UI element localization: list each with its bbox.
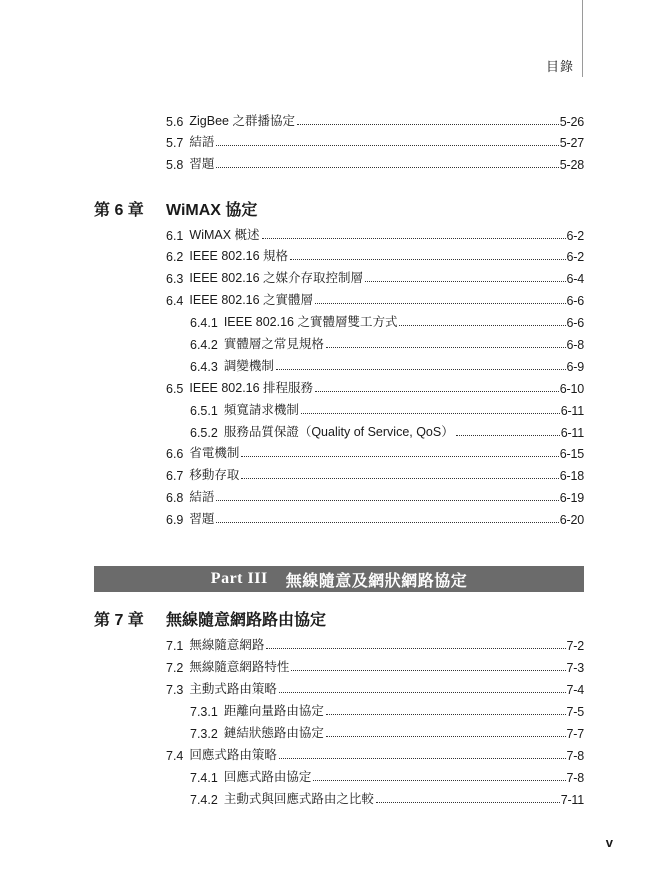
entry-page: 7-7 — [566, 727, 584, 741]
entry-page: 7-3 — [566, 661, 584, 675]
entry-title: 鏈結狀態路由協定 — [223, 726, 324, 740]
dot-leader — [291, 670, 565, 671]
entry-number: 6.6 — [166, 447, 184, 461]
entry-page: 6-15 — [559, 447, 584, 461]
entry-number: 6.5 — [166, 382, 184, 396]
entry-page: 6-6 — [566, 316, 584, 330]
dot-leader — [301, 413, 560, 414]
toc-entry[interactable] — [166, 111, 584, 129]
entry-number: 7.3 — [166, 683, 184, 697]
toc-entry[interactable] — [166, 225, 584, 243]
dot-leader — [262, 238, 566, 239]
entry-title: IEEE 802.16 之媒介存取控制層 — [189, 271, 364, 285]
entry-page: 6-11 — [560, 404, 584, 418]
entry-title: ZigBee 之群播協定 — [189, 114, 295, 128]
toc-subentry[interactable] — [190, 312, 584, 330]
dot-leader — [313, 780, 565, 781]
entry-number: 6.4 — [166, 294, 184, 308]
dot-leader — [241, 478, 558, 479]
toc-entry[interactable] — [166, 465, 584, 483]
entry-title: 調變機制 — [223, 359, 274, 373]
part-banner — [94, 566, 584, 592]
entry-number: 6.5.2 — [190, 426, 218, 440]
toc-entry[interactable] — [166, 246, 584, 264]
entry-title: 距離向量路由協定 — [223, 704, 324, 718]
entry-page: 6-6 — [566, 294, 584, 308]
chapter-heading[interactable] — [94, 197, 257, 219]
entry-title: 實體層之常見規格 — [223, 337, 324, 351]
entry-page: 7-8 — [566, 771, 584, 785]
entry-title: 主動式與回應式路由之比較 — [223, 792, 374, 806]
toc-entry[interactable] — [166, 132, 584, 150]
dot-leader — [315, 391, 559, 392]
entry-page: 6-10 — [559, 382, 584, 396]
toc-subentry[interactable] — [190, 422, 584, 440]
dot-leader — [365, 281, 565, 282]
toc-subentry[interactable] — [190, 701, 584, 719]
entry-title: 無線隨意網路特性 — [189, 660, 290, 674]
entry-page: 5-28 — [559, 158, 584, 172]
entry-title: 結語 — [189, 490, 215, 504]
entry-title: 結語 — [189, 135, 215, 149]
entry-page: 5-26 — [559, 115, 584, 129]
entry-number: 6.4.1 — [190, 316, 218, 330]
entry-number: 7.2 — [166, 661, 184, 675]
dot-leader — [326, 714, 566, 715]
entry-page: 6-9 — [566, 360, 584, 374]
dot-leader — [297, 124, 559, 125]
entry-number: 6.9 — [166, 513, 184, 527]
entry-title: 回應式路由策略 — [189, 748, 277, 762]
entry-page: 6-8 — [566, 338, 584, 352]
entry-number: 7.4.1 — [190, 771, 218, 785]
entry-page: 7-5 — [566, 705, 584, 719]
dot-leader — [216, 145, 558, 146]
entry-number: 6.5.1 — [190, 404, 218, 418]
entry-title: WiMAX 概述 — [189, 228, 260, 242]
entry-page: 7-8 — [566, 749, 584, 763]
entry-page: 6-2 — [566, 229, 584, 243]
toc-entry[interactable] — [166, 268, 584, 286]
entry-title: 頻寬請求機制 — [223, 403, 299, 417]
entry-title: 習題 — [189, 157, 215, 171]
toc-entry[interactable] — [166, 657, 584, 675]
dot-leader — [279, 692, 566, 693]
entry-page: 6-18 — [559, 469, 584, 483]
chapter-number: 第 6 章 — [94, 201, 144, 219]
entry-page: 6-11 — [560, 426, 584, 440]
chapter-title: WiMAX 協定 — [166, 201, 258, 219]
entry-title: IEEE 802.16 排程服務 — [189, 381, 314, 395]
entry-title: 無線隨意網路 — [189, 638, 265, 652]
toc-entry[interactable] — [166, 745, 584, 763]
entry-title: IEEE 802.16 之實體層 — [189, 293, 314, 307]
entry-number: 7.3.2 — [190, 727, 218, 741]
entry-title: 回應式路由協定 — [223, 770, 312, 784]
dot-leader — [279, 758, 566, 759]
entry-page: 6-4 — [566, 272, 584, 286]
toc-subentry[interactable] — [190, 789, 584, 807]
entry-title: 服務品質保證（Quality of Service, QoS） — [223, 425, 454, 439]
dot-leader — [376, 802, 560, 803]
dot-leader — [266, 648, 565, 649]
dot-leader — [326, 347, 566, 348]
entry-title: 移動存取 — [189, 468, 240, 482]
entry-number: 6.8 — [166, 491, 184, 505]
toc-entry[interactable] — [166, 154, 584, 172]
entry-number: 6.2 — [166, 250, 184, 264]
toc-entry[interactable] — [166, 635, 584, 653]
entry-title: 省電機制 — [189, 446, 240, 460]
entry-page: 6-19 — [559, 491, 584, 505]
dot-leader — [326, 736, 566, 737]
header-rule — [582, 0, 583, 77]
entry-number: 5.8 — [166, 158, 184, 172]
entry-page: 7-2 — [566, 639, 584, 653]
entry-number: 7.4.2 — [190, 793, 218, 807]
entry-number: 6.3 — [166, 272, 184, 286]
chapter-title: 無線隨意網路路由協定 — [166, 611, 327, 629]
part-title: 無線隨意及網狀網路協定 — [285, 572, 468, 590]
entry-number: 6.1 — [166, 229, 184, 243]
running-header: 目錄 — [545, 59, 574, 74]
entry-page: 5-27 — [559, 136, 584, 150]
entry-number: 6.7 — [166, 469, 184, 483]
entry-title: 主動式路由策略 — [189, 682, 277, 696]
entry-number: 6.4.2 — [190, 338, 218, 352]
entry-title: IEEE 802.16 規格 — [189, 249, 289, 263]
toc-subentry[interactable] — [190, 356, 584, 374]
dot-leader — [276, 369, 566, 370]
entry-number: 6.4.3 — [190, 360, 218, 374]
dot-leader — [216, 522, 558, 523]
part-label: Part III — [210, 570, 268, 587]
entry-title: IEEE 802.16 之實體層雙工方式 — [223, 315, 398, 329]
toc-subentry[interactable] — [190, 400, 584, 418]
chapter-heading[interactable] — [94, 607, 326, 629]
dot-leader — [241, 456, 558, 457]
dot-leader — [456, 435, 560, 436]
entry-page: 6-2 — [566, 250, 584, 264]
dot-leader — [290, 259, 565, 260]
dot-leader — [216, 167, 558, 168]
toc-subentry[interactable] — [190, 334, 584, 352]
page-number: v — [605, 835, 613, 850]
dot-leader — [399, 325, 565, 326]
dot-leader — [315, 303, 565, 304]
entry-title: 習題 — [189, 512, 215, 526]
toc-entry[interactable] — [166, 443, 584, 461]
toc-entry[interactable] — [166, 679, 584, 697]
entry-page: 7-11 — [560, 793, 584, 807]
toc-entry[interactable] — [166, 290, 584, 308]
entry-number: 7.4 — [166, 749, 184, 763]
entry-number: 7.1 — [166, 639, 184, 653]
entry-number: 5.6 — [166, 115, 184, 129]
toc-subentry[interactable] — [190, 723, 584, 741]
toc-entry[interactable] — [166, 487, 584, 505]
entry-number: 5.7 — [166, 136, 184, 150]
entry-page: 7-4 — [566, 683, 584, 697]
chapter-number: 第 7 章 — [94, 611, 144, 629]
toc-entry[interactable] — [166, 378, 584, 396]
toc-entry[interactable] — [166, 509, 584, 527]
entry-number: 7.3.1 — [190, 705, 218, 719]
dot-leader — [216, 500, 558, 501]
toc-subentry[interactable] — [190, 767, 584, 785]
entry-page: 6-20 — [559, 513, 584, 527]
